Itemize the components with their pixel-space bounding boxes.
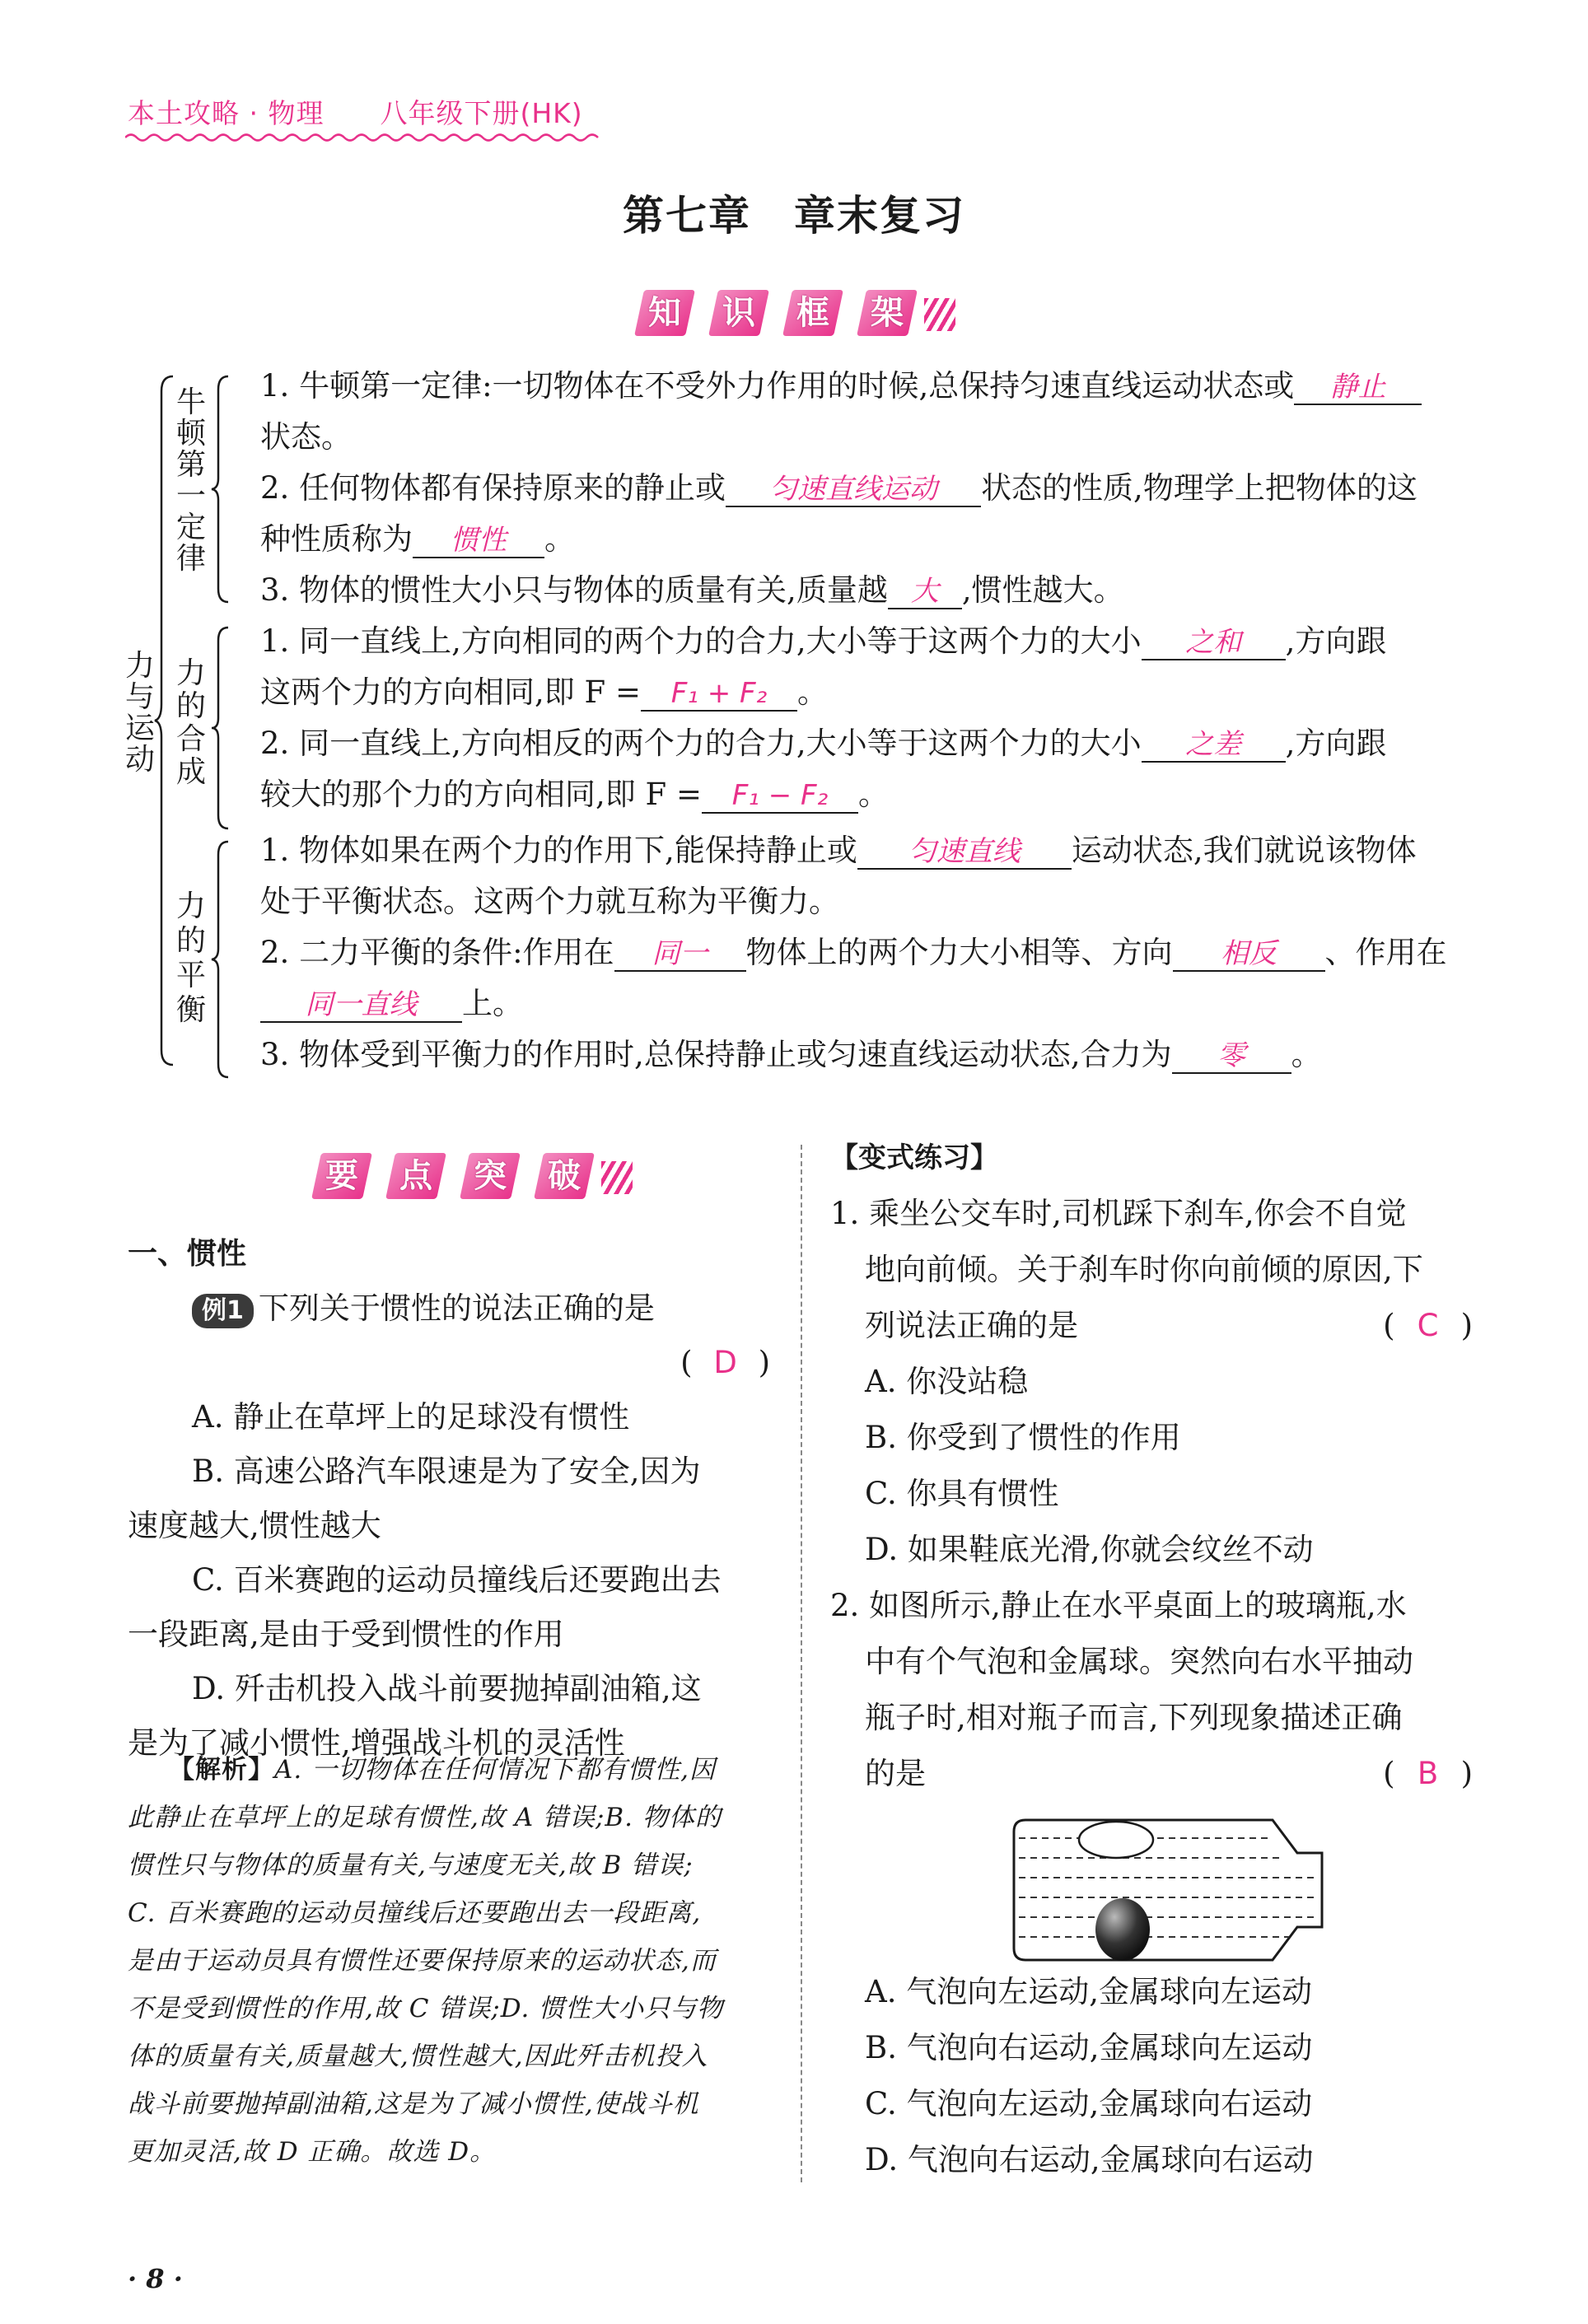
option: B. 你受到了惯性的作用 [865,1420,1181,1455]
answer-blank: 大 [888,575,962,609]
framework-line: 3. 物体受到平衡力的作用时,总保持静止或匀速直线运动状态,合力为 零 。 [260,1037,1322,1072]
banner-char: 框 [782,290,843,336]
bottle-figure [1009,1812,1338,1968]
option: D. 气泡向右运动,金属球向右运动 [865,2142,1314,2177]
group-brace-balance [210,840,231,1079]
group-label-force-composition: 力的合成 [175,656,206,789]
option: B. 气泡向右运动,金属球向左运动 [865,2030,1313,2065]
analysis-line: 惯性只与物体的质量有关,与速度无关,故 B 错误; [128,1850,694,1880]
section-banner-key-points [305,1153,633,1199]
framework-line: 2. 任何物体都有保持原来的静止或 匀速直线运动 状态的性质,物理学上把物体的这 [260,470,1418,506]
question-line: 的是 ( B ) [830,1746,1481,1802]
answer-blank: 匀速直线 [857,835,1072,870]
analysis-line: 体的质量有关,质量越大,惯性越大,因此歼击机投入 [128,2042,708,2071]
question-line: 2. 如图所示,静止在水平桌面上的玻璃瓶,水 [830,1588,1407,1623]
analysis-line: 不是受到惯性的作用,故 C 错误;D. 惯性大小只与物 [128,1994,724,2023]
option: A. 静止在草坪上的足球没有惯性 [192,1399,630,1435]
option: C. 气泡向左运动,金属球向右运动 [865,2086,1313,2121]
option: 速度越大,惯性越大 [128,1508,381,1543]
analysis-line: 【解析】A. 一切物体在任何情况下都有惯性,因 [169,1755,716,1785]
answer-parens: ( D ) [128,1336,778,1390]
analysis-line: 是由于运动员具有惯性还要保持原来的运动状态,而 [128,1946,717,1976]
example-badge: 例1 [192,1294,254,1328]
glass-bottle [1014,1820,1322,1960]
group-label-force-balance: 力的平衡 [175,889,206,1027]
answer-blank: F₁ − F₂ [702,779,858,814]
column-divider [801,1145,802,2182]
framework-line: 1. 物体如果在两个力的作用下,能保持静止或 匀速直线 运动状态,我们就说该物体 [260,833,1417,868]
answer-blank: 同一 [614,937,746,972]
answer-blank: 静止 [1294,371,1422,405]
answer-choice: B [1417,1756,1439,1791]
banner-char: 突 [460,1153,521,1199]
banner-char: 破 [534,1153,595,1199]
banner-char: 知 [634,290,695,336]
framework-line: 2. 二力平衡的条件:作用在 同一 物体上的两个力大小相等、方向 相反 、作用在 [260,935,1447,970]
banner-char: 点 [385,1153,446,1199]
analysis-line: C. 百米赛跑的运动员撞线后还要跑出去一段距离, [128,1898,702,1928]
answer-parens: ( B ) [1383,1746,1481,1802]
metal-ball [1095,1898,1150,1961]
option: A. 气泡向左运动,金属球向左运动 [865,1974,1313,2009]
banner-char: 要 [311,1153,372,1199]
option: 一段距离,是由于受到惯性的作用 [128,1617,564,1652]
air-bubble [1079,1822,1153,1858]
answer-blank: 同一直线 [260,988,462,1023]
analysis-line: 此静止在草坪上的足球有惯性,故 A 错误;B. 物体的 [128,1803,722,1832]
option: D. 如果鞋底光滑,你就会纹丝不动 [865,1532,1314,1567]
group-brace-newton [210,375,231,604]
question-line: 中有个气泡和金属球。突然向右水平抽动 [865,1644,1413,1679]
option: A. 你没站稳 [865,1364,1029,1399]
framework-line: 同一直线 上。 [260,985,523,1023]
framework-line: 处于平衡状态。这两个力就互称为平衡力。 [260,884,839,919]
chapter-title: 第七章 章末复习 [623,191,965,240]
section-heading: 一、惯性 [128,1237,247,1271]
answer-blank: 之差 [1142,728,1286,763]
option: B. 高速公路汽车限速是为了安全,因为 [192,1454,701,1489]
banner-char: 识 [708,290,769,336]
question-line: 瓶子时,相对瓶子而言,下列现象描述正确 [865,1700,1403,1735]
left-column [128,1227,778,1771]
analysis-line: 更加灵活,故 D 正确。故选 D。 [128,2137,497,2167]
answer-blank: 相反 [1173,937,1325,972]
answer-choice: D [713,1345,737,1380]
answer-blank: 匀速直线运动 [726,473,981,507]
question-line: 1. 乘坐公交车时,司机踩下刹车,你会不自觉 [830,1196,1407,1231]
water-lines [1019,1838,1315,1937]
framework-root-label: 力与运动 [124,649,155,777]
framework-line: 较大的那个力的方向相同,即 F = F₁ − F₂ 。 [260,777,889,812]
banner-char: 架 [857,290,918,336]
question-line: 列说法正确的是 ( C ) [830,1298,1481,1354]
framework-line: 1. 牛顿第一定律:一切物体在不受外力作用的时候,总保持匀速直线运动状态或 静止 [260,367,1422,405]
answer-blank: 惯性 [413,524,544,558]
framework-line: 这两个力的方向相同,即 F = F₁ + F₂ 。 [260,674,828,710]
answer-choice: C [1417,1308,1439,1343]
framework-line: 状态。 [260,419,352,455]
option: D. 歼击机投入战斗前要抛掉副油箱,这 [192,1671,702,1706]
analysis-block [128,1746,778,2176]
option: C. 你具有惯性 [865,1476,1059,1511]
option: C. 百米赛跑的运动员撞线后还要跑出去 [192,1562,722,1598]
banner-stripes [924,298,955,331]
banner-stripes [601,1161,633,1194]
example-stem: 例1 下列关于惯性的说法正确的是 [128,1281,778,1336]
framework-line: 种性质称为 惯性 。 [260,521,575,557]
framework-line: 2. 同一直线上,方向相反的两个力的合力,大小等于这两个力的大小 之差 ,方向跟 [260,726,1387,761]
question-line: 地向前倾。关于刹车时你向前倾的原因,下 [865,1252,1423,1287]
page-number: · 8 · [128,2263,183,2294]
framework-line: 1. 同一直线上,方向相同的两个力的合力,大小等于这两个力的大小 之和 ,方向跟 [260,623,1387,659]
group-brace-composition [210,626,231,830]
answer-blank: F₁ + F₂ [641,677,797,712]
answer-blank: 零 [1172,1039,1291,1074]
analysis-label: 【解析】 [169,1755,274,1785]
q2-options [830,1964,1481,2188]
header-wave-underline [125,132,603,143]
right-column [830,1130,1481,1802]
answer-blank: 之和 [1142,626,1286,660]
practice-heading: 【变式练习】 [830,1141,998,1174]
option: 是为了减小惯性,增强战斗机的灵活性 [128,1725,625,1761]
group-label-newton-first-law: 牛顿第一定律 [175,385,206,576]
book-header: 本土攻略 · 物理 八年级下册(HK) [128,97,583,129]
answer-parens: ( C ) [1383,1298,1481,1354]
analysis-line: 战斗前要抛掉副油箱,这是为了减小惯性,使战斗机 [128,2089,699,2119]
framework-line: 3. 物体的惯性大小只与物体的质量有关,质量越 大 ,惯性越大。 [260,572,1124,608]
section-banner-knowledge-framework [628,290,955,336]
